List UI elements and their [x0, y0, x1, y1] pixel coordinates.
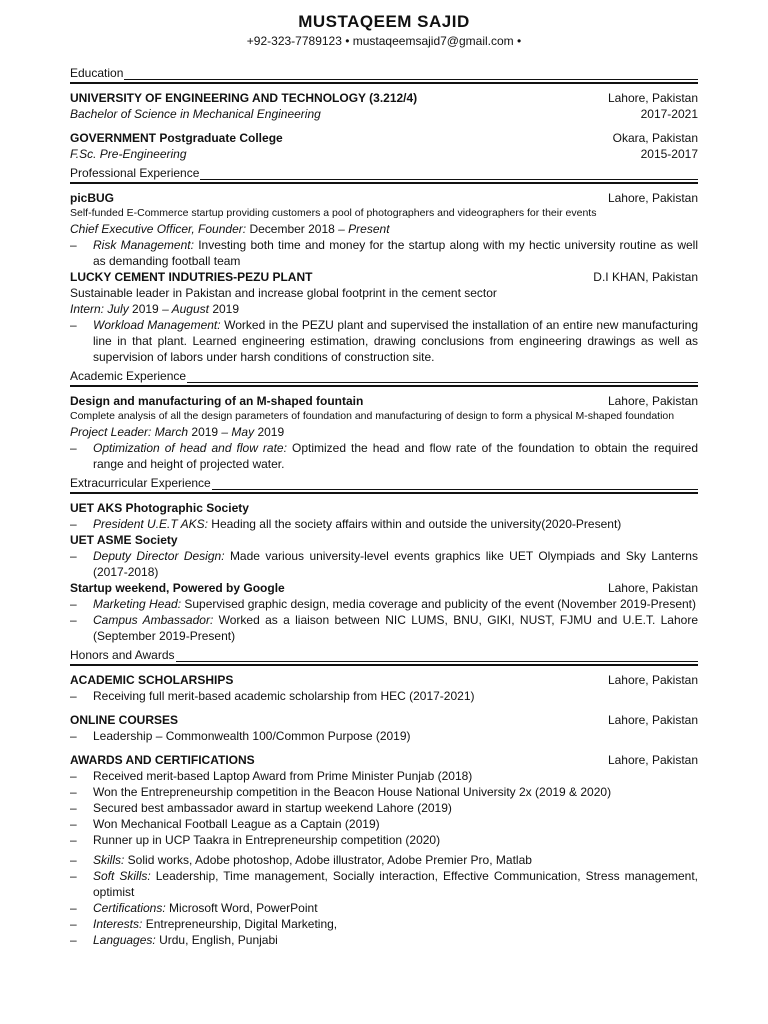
section-divider: [70, 492, 698, 494]
bullet-item: – Won Mechanical Football League as a Captain (2019): [70, 816, 698, 832]
honor-group: [70, 712, 698, 744]
section-heading-experience: Professional Experience: [70, 166, 698, 180]
skill-line: – Languages: Urdu, English, Punjabi: [70, 932, 698, 948]
activity-title: UET ASME Society: [70, 533, 178, 547]
section-divider: [70, 385, 698, 387]
section-divider: [70, 182, 698, 184]
bullet-item: – Optimization of head and flow rate: Optimized the head and flow rate of the foundation to obtain the required range and height of projected water.: [70, 440, 698, 472]
bullet-item: – Receiving full merit-based academic scholarship from HEC (2017-2021): [70, 688, 698, 704]
section-heading-academic: Academic Experience: [70, 369, 698, 383]
activity-title: Startup weekend, Powered by Google: [70, 581, 285, 595]
location: Lahore, Pakistan: [607, 581, 698, 595]
location: Lahore, Pakistan: [607, 713, 698, 727]
bullet-item: – Runner up in UCP Taakra in Entrepreneurship competition (2020): [70, 832, 698, 848]
honor-group-title: AWARDS AND CERTIFICATIONS: [70, 753, 255, 767]
location: Lahore, Pakistan: [607, 394, 698, 408]
project-description: Complete analysis of all the design parameters of foundation and manufacturing of design to form a physical M-shaped foundation: [70, 410, 675, 422]
bullet-item: – Received merit-based Laptop Award from Prime Minister Punjab (2018): [70, 768, 698, 784]
project-entry: [70, 393, 698, 472]
education-entry: [70, 130, 698, 162]
job-role-line: Chief Executive Officer, Founder: December 2018 – Present: [70, 222, 390, 236]
bullet-item: – Secured best ambassador award in startup weekend Lahore (2019): [70, 800, 698, 816]
contact-line: +92-323-7789123 • mustaqeemsajid7@gmail.com •: [246, 34, 522, 48]
degree: F.Sc. Pre-Engineering: [70, 147, 187, 161]
bullet-item: – President U.E.T AKS: Heading all the society affairs within and outside the university(2020-Present): [70, 516, 698, 532]
activity-entry: [70, 580, 698, 644]
activity-entry: [70, 500, 698, 532]
location: Lahore, Pakistan: [607, 191, 698, 205]
school-name: GOVERNMENT Postgraduate College: [70, 131, 283, 145]
location: Lahore, Pakistan: [607, 753, 698, 767]
company-description: Self-funded E-Commerce startup providing customers a pool of photographers and videographers for their events: [70, 207, 597, 219]
company-name: picBUG: [70, 191, 115, 205]
project-title: Design and manufacturing of an M-shaped fountain: [70, 394, 364, 408]
company-name: LUCKY CEMENT INDUTRIES-PEZU PLANT: [70, 270, 313, 284]
job-entry: [70, 190, 698, 269]
project-role-line: Project Leader: March 2019 – May 2019: [70, 425, 285, 439]
job-entry: [70, 269, 698, 365]
honor-group: [70, 672, 698, 704]
dates: 2017-2021: [640, 107, 698, 121]
bullet-item: – Won the Entrepreneurship competition in the Beacon House National University 2x (2019 & 2020): [70, 784, 698, 800]
bullet-item: – Deputy Director Design: Made various university-level events graphics like UET Olympiads and Sky Lanterns (2017-2018): [70, 548, 698, 580]
dates: 2015-2017: [640, 147, 698, 161]
location: Lahore, Pakistan: [607, 91, 698, 105]
school-name: UNIVERSITY OF ENGINEERING AND TECHNOLOGY (3.212/4): [70, 91, 418, 105]
bullet-item: – Campus Ambassador: Worked as a liaison between NIC LUMS, BNU, GIKI, NUST, FJMU and U.E.T. Lahore (September 2019-Present): [70, 612, 698, 644]
skill-line: – Interests: Entrepreneurship, Digital Marketing,: [70, 916, 698, 932]
candidate-name: MUSTAQEEM SAJID: [298, 12, 470, 31]
company-description: Sustainable leader in Pakistan and increase global footprint in the cement sector: [70, 286, 497, 300]
skill-line: – Soft Skills: Leadership, Time management, Socially interaction, Effective Communication, Stress management, optimist: [70, 868, 698, 900]
honor-group: [70, 752, 698, 848]
honor-group-title: ONLINE COURSES: [70, 713, 179, 727]
activity-title: UET AKS Photographic Society: [70, 501, 249, 515]
job-role-line: Intern: July 2019 – August 2019: [70, 302, 240, 316]
honor-group-title: ACADEMIC SCHOLARSHIPS: [70, 673, 234, 687]
education-entry: [70, 90, 698, 122]
section-heading-extracurricular: Extracurricular Experience: [70, 476, 698, 490]
section-divider: [70, 82, 698, 84]
location: Okara, Pakistan: [612, 131, 698, 145]
bullet-item: – Leadership – Commonwealth 100/Common Purpose (2019): [70, 728, 698, 744]
bullet-item: – Marketing Head: Supervised graphic design, media coverage and publicity of the event (November 2019-Present): [70, 596, 698, 612]
degree: Bachelor of Science in Mechanical Engineering: [70, 107, 321, 121]
location: Lahore, Pakistan: [607, 673, 698, 687]
section-heading-education: Education: [70, 66, 698, 80]
skills-list: [70, 852, 698, 948]
skill-line: – Skills: Solid works, Adobe photoshop, Adobe illustrator, Adobe Premier Pro, Matlab: [70, 852, 698, 868]
location: D.I KHAN, Pakistan: [593, 270, 698, 284]
section-divider: [70, 664, 698, 666]
bullet-item: – Risk Management: Investing both time and money for the startup along with my hectic university routine as well as demanding football team: [70, 237, 698, 269]
section-heading-honors: Honors and Awards: [70, 648, 698, 662]
skill-line: – Certifications: Microsoft Word, PowerPoint: [70, 900, 698, 916]
activity-entry: [70, 532, 698, 580]
bullet-item: – Workload Management: Worked in the PEZU plant and supervised the installation of an entire new manufacturing line in that plant. Learned engineering estimation, drawing conclusions from engineering drawings as well as supervision of labors under harsh conditions of construction site.: [70, 317, 698, 365]
